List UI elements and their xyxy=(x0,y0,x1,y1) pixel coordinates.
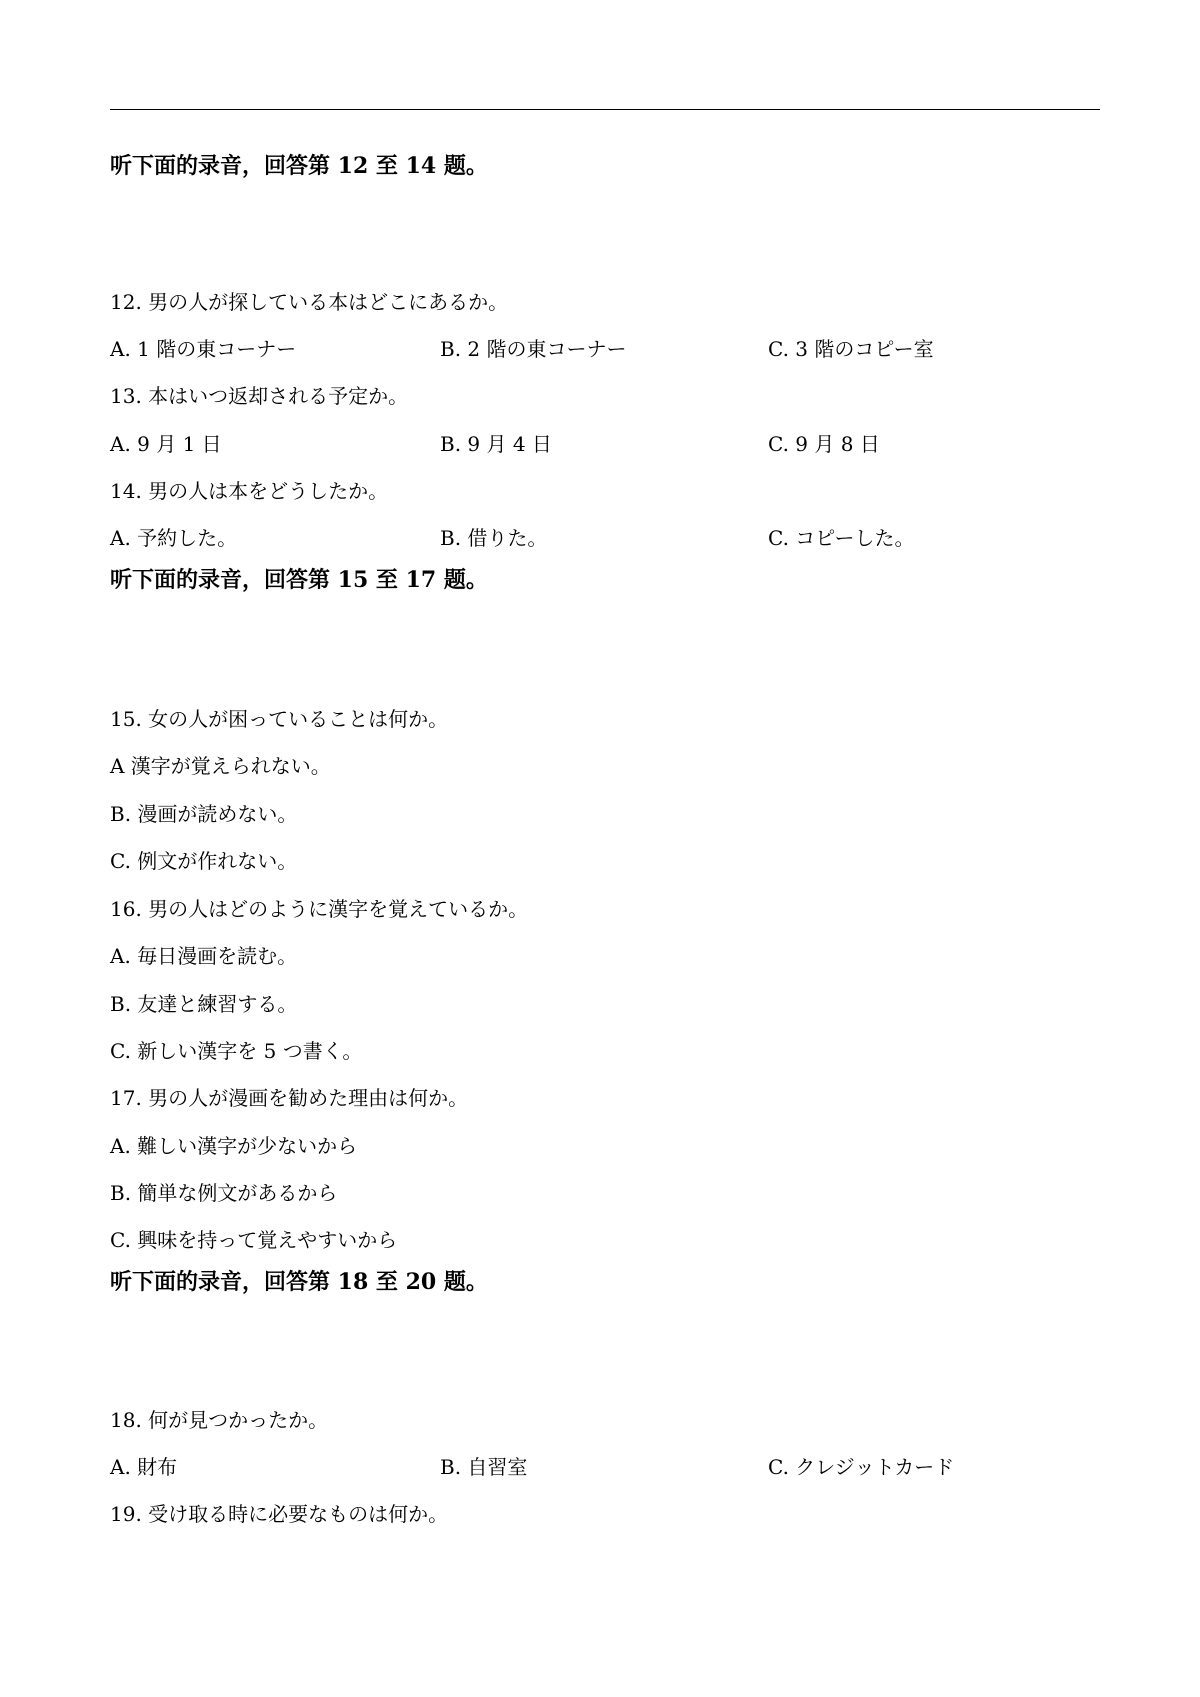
question-13-option-a: A. 9 月 1 日 xyxy=(110,432,222,456)
question-14-option-c: C. コピーした。 xyxy=(768,526,915,550)
question-13-option-b: B. 9 月 4 日 xyxy=(440,432,552,456)
question-19-stem: 19. 受け取る時に必要なものは何か。 xyxy=(110,1502,449,1526)
question-18-option-c: C. クレジットカード xyxy=(768,1455,955,1479)
question-16-option-b: B. 友達と練習する。 xyxy=(110,992,298,1016)
question-15-stem: 15. 女の人が困っていることは何か。 xyxy=(110,707,449,731)
question-17-option-c: C. 興味を持って覚えやすいから xyxy=(110,1228,398,1252)
question-16-option-a: A. 毎日漫画を読む。 xyxy=(110,944,298,968)
question-17-stem: 17. 男の人が漫画を勧めた理由は何か。 xyxy=(110,1086,469,1110)
question-18-option-a: A. 財布 xyxy=(110,1455,178,1479)
section-heading-18-20: 听下面的录音，回答第 18 至 20 题。 xyxy=(110,1269,488,1295)
question-13-option-c: C. 9 月 8 日 xyxy=(768,432,880,456)
question-18-stem: 18. 何が見つかったか。 xyxy=(110,1408,329,1432)
header-rule xyxy=(110,109,1100,110)
question-12-option-a: A. 1 階の東コーナー xyxy=(110,337,297,361)
question-12-stem: 12. 男の人が探している本はどこにあるか。 xyxy=(110,290,509,314)
question-17-option-b: B. 簡単な例文があるから xyxy=(110,1181,338,1205)
question-14-option-a: A. 予約した。 xyxy=(110,526,238,550)
question-17-option-a: A. 難しい漢字が少ないから xyxy=(110,1134,358,1158)
question-13-stem: 13. 本はいつ返却される予定か。 xyxy=(110,384,409,408)
question-15-option-b: B. 漫画が読めない。 xyxy=(110,802,298,826)
question-12-option-c: C. 3 階のコピー室 xyxy=(768,337,934,361)
question-14-option-b: B. 借りた。 xyxy=(440,526,548,550)
question-18-option-b: B. 自習室 xyxy=(440,1455,528,1479)
section-heading-12-14: 听下面的录音，回答第 12 至 14 题。 xyxy=(110,153,488,179)
question-14-stem: 14. 男の人は本をどうしたか。 xyxy=(110,479,389,503)
question-16-stem: 16. 男の人はどのように漢字を覚えているか。 xyxy=(110,897,529,921)
question-12-option-b: B. 2 階の東コーナー xyxy=(440,337,627,361)
question-16-option-c: C. 新しい漢字を 5 つ書く。 xyxy=(110,1039,363,1063)
question-15-option-c: C. 例文が作れない。 xyxy=(110,849,298,873)
section-heading-15-17: 听下面的录音，回答第 15 至 17 题。 xyxy=(110,567,488,593)
question-15-option-a: A 漢字が覚えられない。 xyxy=(110,754,331,778)
